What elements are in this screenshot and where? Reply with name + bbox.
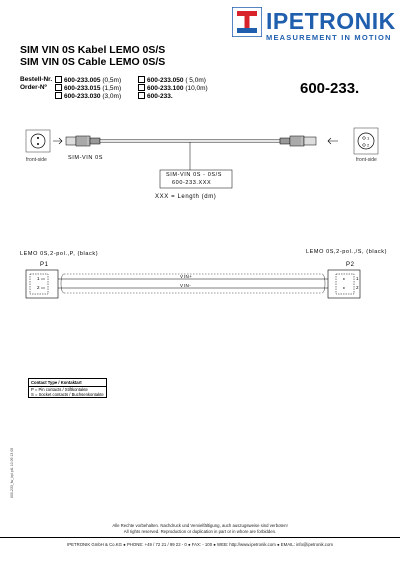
brand-tagline: MEASUREMENT IN MOTION (266, 33, 392, 42)
order-option: 600-233.005 (0,5m) (55, 76, 121, 84)
signal-vin-minus: VIN- (180, 283, 192, 288)
contact-table-header: Contact Type / Kontaktart (29, 379, 106, 387)
length-note: XXX = Length (dm) (155, 194, 217, 200)
order-label-de: Bestell-Nr. (20, 76, 53, 83)
order-option: 600-233.100 (10,0m) (138, 84, 208, 92)
left-plug-icon (66, 136, 100, 146)
contact-table-row: P = Pin contacts / Stiftkontakte (31, 387, 88, 392)
p1-pin1: 1 (37, 276, 41, 281)
checkbox (55, 76, 62, 83)
p2-pin1: 1 (356, 276, 360, 281)
p1-pin2: 2 (37, 285, 41, 290)
order-label-en: Order-Nº (20, 84, 47, 91)
front-side-left-label: front-side (26, 157, 47, 163)
order-option: 600-233.050 ( 5,0m) (138, 76, 206, 84)
contact-table-row: S = Socket contacts / Buchsenkontakte (31, 392, 104, 397)
left-connector-face-icon (26, 130, 50, 152)
company-address: IPETRONIK GmbH & Co.KG ● PHONE: +49 / 72 21 / 99 22 - 0 ● FAX: - 100 ● WEB: http://www.ipetronik.com ● EMAIL: info@ipetronik.com (67, 542, 333, 547)
title-de: SIM VIN 0S Kabel LEMO 0S/S (20, 44, 166, 56)
part-number: 600-233. (300, 80, 360, 97)
checkbox (55, 84, 62, 91)
order-option: 600-233.030 (3,0m) (55, 92, 121, 100)
p2-pin2: 2 (356, 285, 360, 290)
title-en: SIM VIN 0S Cable LEMO 0S/S (20, 56, 166, 68)
order-option: 600-233. (138, 92, 173, 100)
right-plug-icon (280, 136, 316, 146)
right-connector-face-icon (354, 128, 378, 154)
brand-logo-icon (232, 7, 262, 37)
svg-text:1: 1 (367, 135, 370, 141)
copyright-en: All rights reserved. Reproduction or duplication in part or in whore are forbidden. (123, 529, 277, 534)
checkbox (55, 92, 62, 99)
checkbox (138, 84, 145, 91)
signal-vin-plus: VIN+ (180, 274, 193, 279)
cable-label-line2: 600-233.XXX (172, 180, 212, 186)
cable-label-line1: SIM-VIN 0S - 0S/S (166, 172, 223, 178)
footer-divider (0, 537, 400, 538)
right-connector-desc: LEMO 0S,2-pol.,/S, (black) (306, 249, 388, 255)
order-option: 600-233.015 (1,5m) (55, 84, 121, 92)
p2-label: P2 (346, 262, 355, 268)
document-reference: 600-233_fw_bpl.pt1 10.09.13 05 (10, 447, 14, 498)
front-side-right-label: front-side (356, 157, 377, 163)
brand-name: IPETRONIK (266, 8, 396, 34)
wiring-diagram (0, 265, 400, 305)
left-connector-desc: LEMO 0S,2-pol.,P, (black) (20, 251, 99, 257)
cable-type-label: SIM-VIN 0S (68, 155, 104, 161)
copyright-de: Alle Rechte vorbehalten. Nachdruck und Vervielfältigung, auch auszugsweise sind verboten! (112, 523, 288, 528)
checkbox (138, 92, 145, 99)
svg-text:2: 2 (367, 142, 370, 148)
contact-type-table (28, 378, 107, 398)
p1-label: P1 (40, 262, 49, 268)
checkbox (138, 76, 145, 83)
